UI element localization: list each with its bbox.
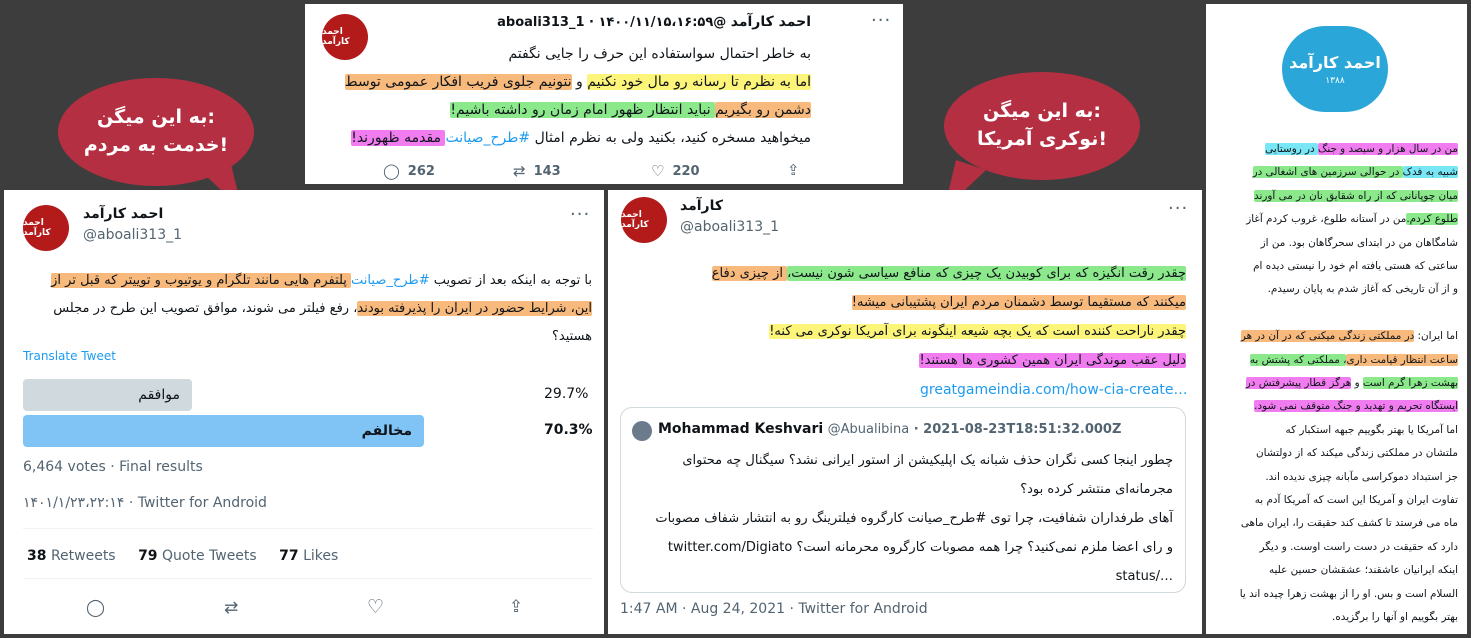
bio-hl-cyan2: شبیه به فدک [1402, 166, 1458, 179]
quoted-tweet-date: · 2021-08-23T18:51:32.000Z [913, 422, 1122, 437]
poll-tweet-date[interactable]: ۱۴۰۱/۱/۲۳،۲۲:۱۴ [23, 495, 125, 511]
quoted-tweet-name: Mohammad Keshvari [658, 421, 824, 437]
top-tweet-hl-pink: مقدمه ظهورند! [351, 130, 446, 146]
top-tweet-hashtag[interactable]: #طرح_صیانت [445, 130, 531, 146]
top-tweet-hl-orange2: دشمن رو بگیریم [715, 102, 811, 118]
poll-votes-summary: 6,464 votes · Final results [23, 459, 203, 475]
bio-p1-l2 [1214, 161, 1458, 184]
quote-tweet-card [608, 190, 1202, 634]
bio-p3-l7: اینکه ایرانیان عاشقند؛ عشقشان حسین علیه [1268, 564, 1458, 577]
poll-option-agree-label: موافقم [138, 387, 180, 403]
bio-p1-l7: و از آن تاریخی که آغاز شدم به پایان رسیدم. [1267, 283, 1458, 296]
poll-tweet-name[interactable]: احمد کارآمد [83, 206, 164, 222]
quote-tweet-footer: 1:47 AM · Aug 24, 2021 · Twitter for Android [620, 601, 928, 617]
bio-p3-l2: ملتشان در مملکتی زندگی میکند که از دولتشان [1256, 447, 1458, 460]
quote-tweet-avatar[interactable]: احمد کارآمد [621, 197, 667, 243]
poll-text-hl-orange: پلتفرم هایی مانند تلگرام و یوتیوب و توییتر که قبل تر از [51, 273, 352, 288]
bio-logo-year: ۱۳۸۸ [1325, 75, 1345, 86]
bio-p2-f: و [1351, 377, 1363, 390]
bio-p3-l4: تفاوت ایران و آمریکا این است که آمریکا آدم به [1254, 494, 1458, 507]
bio-logo-text: احمد کارآمد [1289, 52, 1381, 72]
bio-hl-pink1: من در سال هزار و سیصد و جنگ [1318, 143, 1458, 155]
quoted-tweet-l1: چطور اینجا کسی نگران حذف شبانه یک اپلیکیشن از استور ایرانی نشد؟ سیگنال چه محتوای [682, 453, 1173, 468]
quote-tweet-line1 [620, 259, 1186, 288]
bio-p3-l8: السلام است و بس. او را از بهشت زهرا چیده اند یا [1239, 587, 1458, 600]
poll-retweet-icon[interactable]: ⇄ [224, 598, 239, 618]
poll-tweet-timestamp [23, 495, 267, 511]
quoted-tweet-header [658, 421, 1121, 437]
quote-tweet-name[interactable]: کارآمد [680, 198, 724, 214]
bio-spacer [1214, 302, 1458, 325]
poll-tweet-line2 [20, 295, 592, 323]
poll-tweet-avatar[interactable]: احمد کارآمد [23, 205, 69, 251]
bio-p2-l4 [1214, 395, 1458, 418]
poll-text-d: ، رفع فیلتر می شوند، موافق تصویب این طرح در مجلس [53, 301, 358, 316]
top-tweet-retweet-button[interactable] [513, 162, 561, 180]
poll-heart-icon[interactable]: ♡ [367, 596, 385, 618]
bio-p1-l4 [1214, 208, 1458, 231]
poll-quotes-stat[interactable]: 79 Quote Tweets [138, 548, 257, 564]
bio-p2-a: اما ایران: [1414, 330, 1458, 343]
quote-hl-orange: از چیزی دفاع [711, 266, 788, 281]
quote-hl-yellow: چقدر ناراحت کننده است که یک بچه شیعه اینگونه برای آمریکا نوکری می کنه! [769, 324, 1186, 339]
quote-tweet-link[interactable]: greatgameindia.com/how-cia-create… [920, 382, 1188, 398]
bio-hl-green5: بهشت زهرا گرم است [1362, 377, 1458, 390]
poll-option-disagree-bar [23, 415, 424, 447]
poll-tweet-line1 [20, 267, 592, 295]
top-tweet-line2 [321, 68, 811, 96]
heart-icon: ♡ [651, 162, 665, 180]
bio-p1-l6: ساعتی که هستی یافته ام خود را نیستی دیده ام [1253, 260, 1458, 273]
bio-p3-l3: جز استبداد دموکراسی مآبانه چیزی ندیده اند. [1265, 470, 1458, 483]
top-tweet-line4 [321, 124, 811, 152]
bio-p3-l9: بهتر بگوییم او آنها را برگزیده. [1332, 611, 1458, 624]
bio-logo [1282, 26, 1388, 112]
poll-tweet-more-icon[interactable]: ··· [570, 204, 591, 225]
top-tweet-and: و [571, 74, 588, 90]
retweet-icon: ⇄ [513, 162, 526, 180]
bio-card [1206, 4, 1467, 634]
quoted-tweet-avatar [632, 421, 652, 441]
quote-hl-pink: دلیل عقب موندگی ایران همین کشوری ها هستند! [919, 353, 1186, 368]
bio-p2-l2 [1214, 349, 1458, 372]
quote-tweet-line4 [620, 346, 1186, 375]
poll-option-disagree-pct: 70.3% [544, 422, 593, 438]
bio-hl-cyan1: در روستایی [1265, 143, 1319, 155]
bio-p2-l1 [1214, 325, 1458, 348]
bio-hl-green2: میان چوپانانی که از راه شقایق نان در می آورند [1254, 189, 1458, 202]
bio-p3-l1: اما آمریکا یا بهتر بگوییم جبهه استکبار که [1285, 423, 1458, 436]
top-tweet-handle[interactable]: @aboali313_1 [497, 15, 727, 30]
right-bubble-line2: نوکری آمریکا! [976, 128, 1108, 150]
left-bubble-line2: خدمت به مردم! [83, 134, 229, 156]
top-tweet-line1: به خاطر احتمال سواستفاده این حرف را جایی نگفتم [508, 46, 811, 62]
translate-tweet-link[interactable]: Translate Tweet [23, 349, 116, 363]
quoted-tweet-l5: …/status [1115, 569, 1173, 584]
right-bubble-line1: به این میگن: [983, 100, 1101, 123]
top-tweet-name[interactable]: احمد کارآمد [730, 14, 811, 30]
bio-p2-l3 [1214, 372, 1458, 395]
poll-divider-2 [23, 578, 593, 579]
bio-hl-pink2: هرگز قطار پیشرفتش در [1245, 377, 1352, 390]
poll-text-hashtag[interactable]: #طرح_صیانت [351, 273, 430, 288]
poll-tweet-handle[interactable]: @aboali313_1 [83, 227, 183, 243]
bio-p1-g: من در آستانه طلوع، غروب کردم آغاز [1246, 213, 1407, 226]
bio-p3-l5: ماه می فرستد تا کشف کند حقیقت را، ایران ماهی [1240, 517, 1458, 530]
poll-tweet-stats [27, 548, 338, 564]
quote-tweet-line2 [620, 288, 1186, 317]
bio-p1-l5: شامگاهان من در ابتدای سحرگاهان بود. من از [1260, 236, 1458, 249]
quote-tweet-handle[interactable]: @aboali313_1 [680, 219, 780, 235]
quote-tweet-line3 [620, 317, 1186, 346]
quoted-tweet-text [631, 446, 1173, 591]
share-icon[interactable]: ⇪ [787, 161, 800, 179]
poll-option-agree-pct: 29.7% [544, 386, 589, 402]
bio-hl-orange2: ساعت انتظار قیامت داری [1346, 353, 1458, 366]
poll-text-a: با توجه به اینکه بعد از تصویب [429, 273, 592, 288]
top-tweet-hl-green: نباید انتظار ظهور امام زمان رو داشته باشیم! [450, 102, 716, 118]
bio-hl-pink3: ایستگاه تحریم و تهدید و جنگ متوقف نمی شود. [1254, 400, 1458, 413]
bio-hl-green3: طلوع کردم. [1406, 213, 1458, 226]
poll-tweet-text [20, 267, 592, 351]
top-tweet-like-button[interactable] [651, 162, 700, 180]
top-tweet-like-count: 220 [672, 163, 700, 179]
top-tweet-line3 [321, 96, 811, 124]
poll-option-agree-bar [23, 379, 192, 411]
poll-tweet-line3: هستید؟ [551, 329, 592, 344]
top-tweet-date: · ۱۴۰۰/۱۱/۱۵،۱۶:۵۹ [588, 15, 714, 30]
top-tweet-hl-orange: نتونیم جلوی فریب افکار عمومی توسط [344, 74, 572, 90]
top-tweet-card [305, 4, 903, 184]
poll-likes-stat[interactable]: 77 Likes [279, 548, 339, 564]
poll-share-icon[interactable]: ⇪ [509, 597, 524, 617]
top-tweet-header [497, 14, 811, 30]
poll-text-hl-orange2: این، شرایط حضور در ایران را پذیرفته بودند [357, 301, 592, 316]
poll-reply-icon[interactable]: ◯ [86, 598, 106, 618]
top-tweet-line4-a: میخواهید مسخره کنید، بکنید ولی به نظرم امثال [530, 130, 811, 146]
bio-p1-l1 [1214, 138, 1458, 161]
quote-hl-green: چقدر رقت انگیزه که برای کوبیدن یک چیزی که منافع سیاسی شون نیست، [787, 266, 1186, 281]
poll-retweets-stat[interactable]: 38 Retweets [27, 548, 116, 564]
top-tweet-avatar[interactable]: احمد کارآمد [322, 14, 368, 60]
quote-tweet-text [620, 259, 1186, 375]
top-tweet-more-icon[interactable]: ··· [871, 10, 892, 31]
quote-tweet-more-icon[interactable]: ··· [1168, 198, 1189, 219]
bio-hl-green1: در حوالی سرزمین های اشغالی در [1252, 166, 1403, 179]
quoted-tweet-l2: مجرمانه‌ای منتشر کرده بود؟ [1020, 482, 1173, 497]
bio-p3-l6: دارد که حقیقت در دست راست اوست. و دیگر [1259, 540, 1458, 553]
quoted-tweet-l3: آهای طرفداران شفافیت، چرا توی #طرح_صیانت کارگروه فیلترینگ رو به انتشار شفاف مصوبات [655, 511, 1173, 526]
bio-hl-green4: ، مملکتی که پشتش به [1249, 353, 1347, 366]
poll-divider-1 [23, 528, 593, 529]
poll-tweet-source[interactable]: · Twitter for Android [124, 495, 267, 511]
top-tweet-retweet-count: 143 [533, 163, 561, 179]
quoted-tweet-l4: و رای اعضا ملزم نمی‌کنید؟ چرا همه مصوبات کارگروه محرمانه است؟ twitter.com/Digiato [667, 540, 1173, 555]
poll-tweet-card [4, 190, 604, 634]
left-bubble-line1: به این میگن: [97, 106, 215, 129]
poll-option-disagree-label: مخالفم [361, 423, 412, 439]
top-tweet-hl-yellow: اما به نظرم تا رسانه رو مال خود نکنیم [587, 74, 811, 90]
quoted-tweet-box[interactable] [620, 407, 1186, 593]
quote-hl-orange2: میکنند که مستقیما توسط دشمنان مردم ایران پشتیبانی میشه! [851, 295, 1186, 310]
bio-text [1214, 138, 1458, 630]
top-tweet-text [321, 40, 811, 152]
bio-p1-l3 [1214, 185, 1458, 208]
quoted-tweet-handle: @Abualibina [827, 422, 910, 437]
reply-icon: ◯ [383, 162, 400, 180]
bio-hl-orange1: در مملکتی زندگی میکنی که در آن در هر [1240, 330, 1415, 343]
top-tweet-reply-count: 262 [407, 163, 435, 179]
top-tweet-reply-button[interactable] [383, 162, 435, 180]
